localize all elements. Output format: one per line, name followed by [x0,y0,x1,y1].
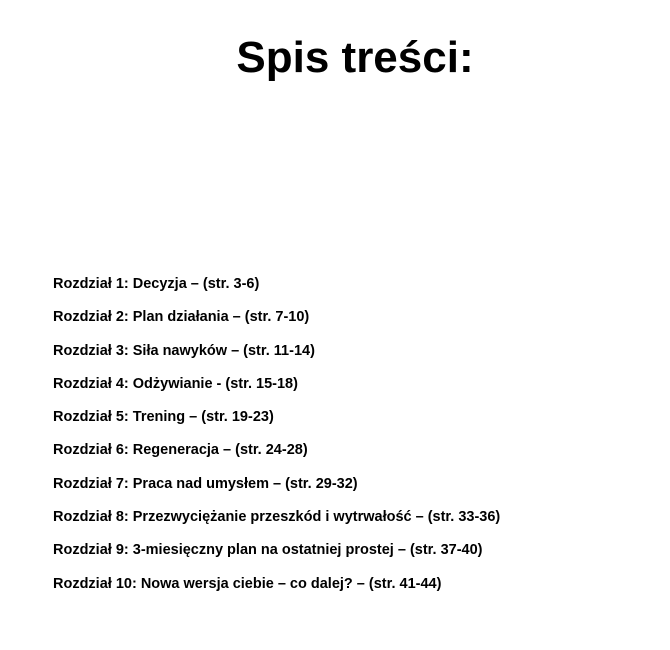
toc-item-chapter-7: Rozdział 7: Praca nad umysłem – (str. 29-32) [53,475,358,492]
toc-item-chapter-8: Rozdział 8: Przezwyciężanie przeszkód i wytrwałość – (str. 33-36) [53,509,501,526]
toc-item-chapter-2: Rozdział 2: Plan działania – (str. 7-10) [53,309,310,326]
toc-item-chapter-9: Rozdział 9: 3-miesięczny plan na ostatniej prostej – (str. 37-40) [53,542,483,559]
table-of-contents [53,274,500,607]
toc-item-chapter-4: Rozdział 4: Odżywianie - (str. 15-18) [53,375,298,392]
toc-item-chapter-1: Rozdział 1: Decyzja – (str. 3-6) [53,276,260,292]
toc-item-chapter-5: Rozdział 5: Trening – (str. 19-23) [53,409,274,426]
toc-item-chapter-10: Rozdział 10: Nowa wersja ciebie – co dalej? – (str. 41-44) [53,575,442,592]
page-title: Spis treści: [236,33,474,82]
toc-item-chapter-3: Rozdział 3: Siła nawyków – (str. 11-14) [53,342,315,359]
toc-item-chapter-6: Rozdział 6: Regeneracja – (str. 24-28) [53,442,308,459]
